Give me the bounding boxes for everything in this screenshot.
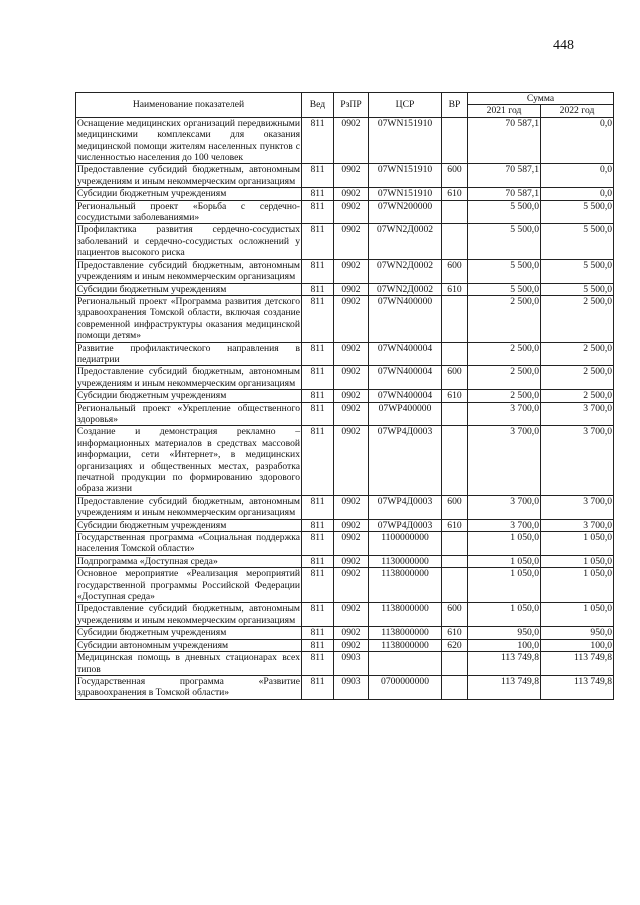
table-row	[76, 224, 614, 259]
cell-rzpr: 0902	[334, 117, 369, 164]
cell-rzpr: 0902	[334, 200, 369, 224]
table-row	[76, 188, 614, 200]
cell-vr	[442, 200, 468, 224]
budget-table	[75, 92, 614, 700]
cell-csr	[369, 652, 442, 676]
cell-sum-2022: 3 700,0	[541, 495, 614, 519]
cell-rzpr: 0902	[334, 283, 369, 295]
cell-sum-2021: 5 500,0	[468, 200, 541, 224]
cell-rzpr: 0902	[334, 495, 369, 519]
cell-sum-2022: 5 500,0	[541, 200, 614, 224]
cell-sum-2022: 3 700,0	[541, 519, 614, 531]
cell-name: Субсидии бюджетным учреждениям	[76, 627, 302, 639]
cell-name: Субсидии бюджетным учреждениям	[76, 519, 302, 531]
header-sum: Сумма	[468, 93, 614, 105]
cell-sum-2021: 100,0	[468, 639, 541, 651]
cell-vr	[442, 652, 468, 676]
cell-ved: 811	[302, 675, 334, 699]
cell-vr	[442, 555, 468, 567]
cell-rzpr: 0902	[334, 164, 369, 188]
cell-csr: 07WN200000	[369, 200, 442, 224]
cell-csr: 1138000000	[369, 639, 442, 651]
cell-name: Субсидии автономным учреждениям	[76, 639, 302, 651]
cell-sum-2022: 5 500,0	[541, 259, 614, 283]
cell-csr: 07WP400000	[369, 402, 442, 426]
cell-vr: 600	[442, 603, 468, 627]
cell-sum-2021: 5 500,0	[468, 224, 541, 259]
table-row	[76, 652, 614, 676]
cell-csr: 07WN2Д0002	[369, 283, 442, 295]
cell-name: Предоставление субсидий бюджетным, автономным учреждениям и иным некоммерческим организациям	[77, 259, 300, 283]
cell-sum-2022: 0,0	[541, 188, 614, 200]
cell-csr: 07WN400004	[369, 366, 442, 390]
cell-ved: 811	[302, 519, 334, 531]
cell-vr	[442, 342, 468, 366]
table-row	[76, 390, 614, 402]
table-row	[76, 675, 614, 699]
cell-name: Профилактика развития сердечно-сосудистых заболеваний и сердечно-сосудистых осложнений у пациентов высокого риска	[77, 224, 300, 259]
cell-sum-2022: 2 500,0	[541, 342, 614, 366]
cell-ved: 811	[302, 164, 334, 188]
header-rzpr: РзПР	[334, 93, 369, 118]
cell-csr: 07WN400000	[369, 295, 442, 342]
cell-rzpr: 0902	[334, 342, 369, 366]
cell-rzpr: 0902	[334, 627, 369, 639]
cell-name: Региональный проект «Программа развития детского здравоохранения Томской области, включая создание современной инфраструктуры оказания медицинской помощи детям»	[77, 295, 300, 342]
cell-vr	[442, 224, 468, 259]
cell-ved: 811	[302, 117, 334, 164]
cell-vr	[442, 675, 468, 699]
cell-vr	[442, 117, 468, 164]
cell-vr: 600	[442, 164, 468, 188]
cell-sum-2021: 5 500,0	[468, 259, 541, 283]
cell-vr: 610	[442, 188, 468, 200]
cell-ved: 811	[302, 366, 334, 390]
cell-vr	[442, 568, 468, 603]
cell-sum-2022: 100,0	[541, 639, 614, 651]
header-year-2022: 2022 год	[541, 105, 614, 117]
cell-ved: 811	[302, 283, 334, 295]
cell-csr: 07WN2Д0002	[369, 259, 442, 283]
cell-name: Предоставление субсидий бюджетным, автономным учреждениям и иным некоммерческим организациям	[77, 495, 300, 519]
cell-vr: 600	[442, 259, 468, 283]
table-row	[76, 295, 614, 342]
cell-rzpr: 0902	[334, 568, 369, 603]
cell-ved: 811	[302, 402, 334, 426]
cell-rzpr: 0903	[334, 652, 369, 676]
cell-csr: 07WN2Д0002	[369, 224, 442, 259]
cell-sum-2022: 2 500,0	[541, 295, 614, 342]
cell-rzpr: 0902	[334, 555, 369, 567]
cell-csr: 07WP4Д0003	[369, 495, 442, 519]
cell-sum-2022: 5 500,0	[541, 283, 614, 295]
table-row	[76, 627, 614, 639]
cell-rzpr: 0902	[334, 224, 369, 259]
cell-name: Субсидии бюджетным учреждениям	[76, 283, 302, 295]
table-row	[76, 259, 614, 283]
cell-rzpr: 0902	[334, 402, 369, 426]
cell-sum-2022: 0,0	[541, 164, 614, 188]
cell-rzpr: 0902	[334, 390, 369, 402]
table-row	[76, 342, 614, 366]
cell-sum-2021: 3 700,0	[468, 495, 541, 519]
cell-vr: 610	[442, 519, 468, 531]
cell-rzpr: 0902	[334, 295, 369, 342]
cell-name: Создание и демонстрация рекламно – информационных материалов в средствах массовой информации, сети «Интернет», в медицинских организациях и общественных местах, разработка печатной продукции по формированию здорового образа жизни	[77, 426, 300, 495]
cell-vr: 620	[442, 639, 468, 651]
table-row	[76, 200, 614, 224]
cell-ved: 811	[302, 652, 334, 676]
cell-rzpr: 0902	[334, 188, 369, 200]
cell-csr: 1138000000	[369, 627, 442, 639]
table-row	[76, 568, 614, 603]
cell-csr: 07WP4Д0003	[369, 519, 442, 531]
table-row	[76, 603, 614, 627]
cell-ved: 811	[302, 200, 334, 224]
table-row	[76, 555, 614, 567]
cell-ved: 811	[302, 295, 334, 342]
cell-ved: 811	[302, 627, 334, 639]
cell-name: Предоставление субсидий бюджетным, автономным учреждениям и иным некоммерческим организациям	[77, 164, 300, 187]
cell-sum-2021: 113 749,8	[468, 675, 541, 699]
table-row	[76, 366, 614, 390]
cell-rzpr: 0902	[334, 259, 369, 283]
cell-sum-2022: 1 050,0	[541, 603, 614, 627]
cell-sum-2021: 1 050,0	[468, 532, 541, 556]
table-row	[76, 283, 614, 295]
table-row	[76, 495, 614, 519]
cell-sum-2021: 70 587,1	[468, 188, 541, 200]
cell-vr	[442, 402, 468, 426]
cell-csr: 07WN400004	[369, 390, 442, 402]
cell-ved: 811	[302, 224, 334, 259]
cell-sum-2021: 3 700,0	[468, 519, 541, 531]
cell-sum-2022: 3 700,0	[541, 402, 614, 426]
cell-sum-2021: 3 700,0	[468, 426, 541, 495]
cell-name: Государственная программа «Развитие здравоохранения в Томской области»	[77, 675, 300, 699]
cell-vr	[442, 295, 468, 342]
cell-name: Региональный проект «Укрепление общественного здоровья»	[77, 402, 300, 425]
cell-name: Медицинская помощь в дневных стационарах всех типов	[77, 652, 300, 675]
cell-sum-2021: 1 050,0	[468, 555, 541, 567]
cell-csr: 1130000000	[369, 555, 442, 567]
cell-csr: 07WN151910	[369, 164, 442, 188]
table-row	[76, 164, 614, 188]
cell-name: Основное мероприятие «Реализация мероприятий государственной программы Российской Федерации «Доступная среда»	[77, 568, 300, 603]
cell-vr: 610	[442, 390, 468, 402]
cell-sum-2021: 950,0	[468, 627, 541, 639]
cell-sum-2021: 2 500,0	[468, 295, 541, 342]
page-number: 448	[553, 38, 574, 53]
cell-sum-2021: 70 587,1	[468, 164, 541, 188]
cell-ved: 811	[302, 259, 334, 283]
cell-sum-2021: 5 500,0	[468, 283, 541, 295]
cell-sum-2022: 1 050,0	[541, 532, 614, 556]
table-row	[76, 519, 614, 531]
cell-rzpr: 0902	[334, 532, 369, 556]
cell-name: Развитие профилактического направления в педиатрии	[77, 342, 300, 365]
cell-sum-2021: 113 749,8	[468, 652, 541, 676]
cell-vr: 600	[442, 495, 468, 519]
cell-sum-2021: 1 050,0	[468, 568, 541, 603]
header-year-2021: 2021 год	[468, 105, 541, 117]
cell-name: Региональный проект «Борьба с сердечно-сосудистыми заболеваниями»	[77, 200, 300, 224]
cell-ved: 811	[302, 532, 334, 556]
cell-sum-2022: 113 749,8	[541, 675, 614, 699]
header-name: Наименование показателей	[76, 93, 302, 118]
cell-vr: 610	[442, 283, 468, 295]
cell-sum-2021: 70 587,1	[468, 117, 541, 164]
cell-name: Оснащение медицинских организаций передвижными медицинскими комплексами для оказания медицинской помощи жителям населенных пунктов с численностью населения до 100 человек	[77, 117, 300, 164]
cell-csr: 07WN151910	[369, 188, 442, 200]
cell-sum-2022: 3 700,0	[541, 426, 614, 495]
cell-vr	[442, 426, 468, 495]
cell-sum-2021: 1 050,0	[468, 603, 541, 627]
cell-rzpr: 0903	[334, 675, 369, 699]
cell-vr	[442, 532, 468, 556]
table-row	[76, 639, 614, 651]
cell-sum-2021: 2 500,0	[468, 342, 541, 366]
cell-ved: 811	[302, 342, 334, 366]
cell-ved: 811	[302, 555, 334, 567]
cell-sum-2022: 113 749,8	[541, 652, 614, 676]
cell-name: Субсидии бюджетным учреждениям	[76, 188, 302, 200]
cell-name: Предоставление субсидий бюджетным, автономным учреждениям и иным некоммерческим организациям	[77, 603, 300, 626]
table-body	[76, 117, 614, 699]
table-row	[76, 532, 614, 556]
cell-ved: 811	[302, 603, 334, 627]
cell-rzpr: 0902	[334, 603, 369, 627]
cell-sum-2022: 0,0	[541, 117, 614, 164]
cell-ved: 811	[302, 495, 334, 519]
cell-csr: 1100000000	[369, 532, 442, 556]
cell-sum-2021: 3 700,0	[468, 402, 541, 426]
table-row	[76, 117, 614, 164]
cell-sum-2022: 2 500,0	[541, 366, 614, 390]
cell-sum-2022: 2 500,0	[541, 390, 614, 402]
cell-csr: 07WN151910	[369, 117, 442, 164]
header-ved: Вед	[302, 93, 334, 118]
cell-ved: 811	[302, 390, 334, 402]
cell-csr: 0700000000	[369, 675, 442, 699]
cell-csr: 1138000000	[369, 568, 442, 603]
cell-name: Субсидии бюджетным учреждениям	[76, 390, 302, 402]
cell-csr: 07WP4Д0003	[369, 426, 442, 495]
cell-sum-2022: 1 050,0	[541, 568, 614, 603]
cell-name: Предоставление субсидий бюджетным, автономным учреждениям и иным некоммерческим организациям	[77, 366, 300, 389]
cell-sum-2022: 950,0	[541, 627, 614, 639]
cell-vr: 600	[442, 366, 468, 390]
header-csr: ЦСР	[369, 93, 442, 118]
cell-sum-2022: 1 050,0	[541, 555, 614, 567]
header-vr: ВР	[442, 93, 468, 118]
cell-sum-2021: 2 500,0	[468, 390, 541, 402]
cell-ved: 811	[302, 426, 334, 495]
cell-name: Подпрограмма «Доступная среда»	[76, 555, 302, 567]
cell-ved: 811	[302, 188, 334, 200]
table-header	[76, 93, 614, 118]
cell-ved: 811	[302, 639, 334, 651]
cell-vr: 610	[442, 627, 468, 639]
cell-sum-2022: 5 500,0	[541, 224, 614, 259]
cell-rzpr: 0902	[334, 426, 369, 495]
cell-name: Государственная программа «Социальная поддержка населения Томской области»	[77, 532, 300, 555]
cell-csr: 07WN400004	[369, 342, 442, 366]
cell-csr: 1138000000	[369, 603, 442, 627]
cell-rzpr: 0902	[334, 639, 369, 651]
cell-rzpr: 0902	[334, 519, 369, 531]
cell-sum-2021: 2 500,0	[468, 366, 541, 390]
cell-ved: 811	[302, 568, 334, 603]
table-row	[76, 402, 614, 426]
cell-rzpr: 0902	[334, 366, 369, 390]
table-row	[76, 426, 614, 495]
